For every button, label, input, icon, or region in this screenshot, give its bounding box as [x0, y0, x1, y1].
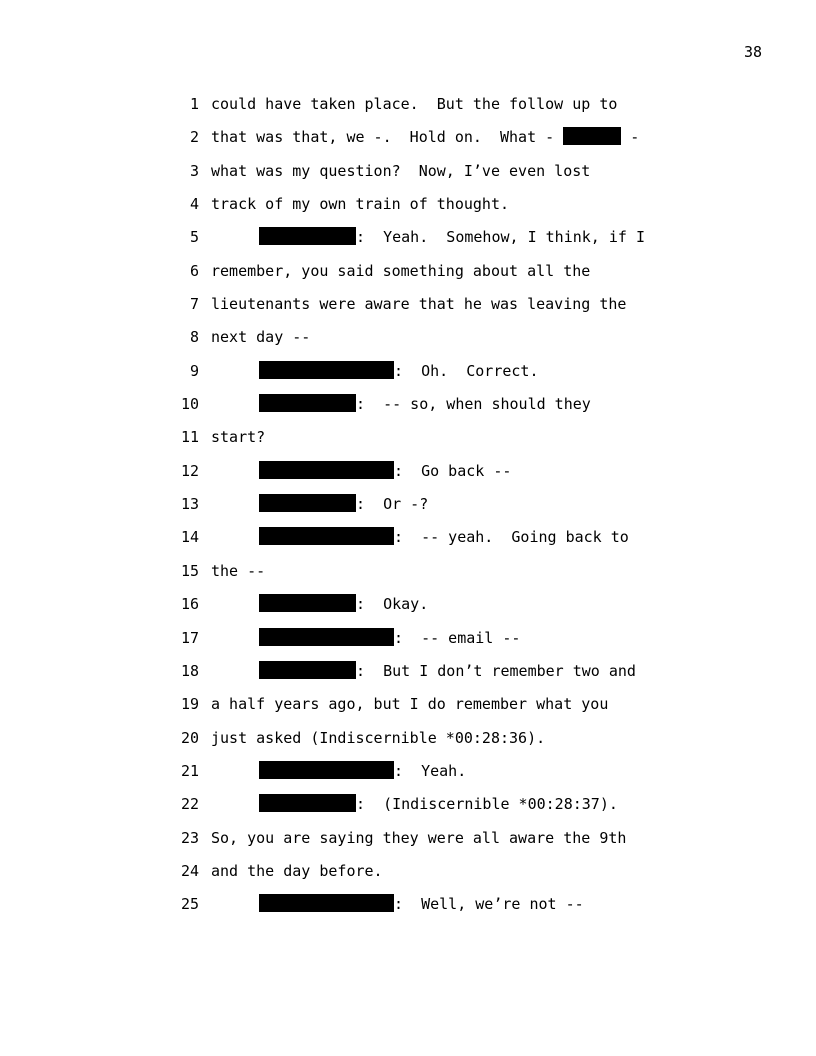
line-text-content: remember, you said something about all the	[211, 261, 591, 280]
line-text	[259, 361, 539, 381]
line-text-content: : -- yeah. Going back to	[394, 528, 629, 547]
line-number: 12	[180, 461, 199, 480]
transcript-line	[0, 561, 816, 594]
line-text	[211, 561, 265, 581]
line-text-content: could have taken place. But the follow up to	[211, 95, 618, 113]
line-text	[259, 394, 591, 414]
line-text	[211, 194, 509, 214]
line-text-content: -	[621, 128, 640, 147]
line-text-content: just asked (Indiscernible *00:28:36).	[211, 728, 546, 747]
line-text	[259, 661, 636, 681]
transcript-line	[0, 327, 816, 360]
transcript-line	[0, 394, 816, 427]
transcript-body	[0, 94, 816, 928]
line-number: 3	[189, 161, 199, 180]
page-number: 38	[743, 43, 762, 61]
line-number: 4	[189, 195, 199, 214]
line-text	[211, 861, 383, 881]
line-number: 19	[180, 695, 199, 714]
line-text-content: : Okay.	[356, 595, 429, 614]
line-text-content: : (Indiscernible *00:28:37).	[356, 795, 618, 814]
redaction-block	[259, 894, 394, 912]
line-number: 22	[180, 795, 199, 814]
line-text-content: So, you are saying they were all aware the 9th	[211, 828, 627, 847]
line-text	[259, 894, 584, 914]
transcript-line	[0, 728, 816, 761]
transcript-line	[0, 261, 816, 294]
redaction-block	[259, 461, 394, 479]
redaction-block	[259, 628, 394, 646]
line-text-content: : Oh. Correct.	[394, 361, 539, 380]
redaction-block	[259, 227, 356, 245]
redaction-block	[259, 761, 394, 779]
transcript-line	[0, 94, 816, 127]
transcript-line	[0, 161, 816, 194]
line-text	[211, 327, 310, 347]
line-number: 20	[180, 728, 199, 747]
line-text-content: : Yeah. Somehow, I think, if I	[356, 228, 645, 247]
transcript-line	[0, 427, 816, 460]
line-text-content: : Or -?	[356, 495, 429, 514]
redaction-block	[259, 594, 356, 612]
transcript-line	[0, 594, 816, 627]
transcript-line	[0, 694, 816, 727]
line-text-content: start?	[211, 428, 266, 447]
line-text	[211, 161, 590, 181]
redaction-block	[563, 127, 621, 145]
line-number: 25	[180, 895, 199, 914]
redaction-block	[259, 527, 394, 545]
line-text-content: : -- so, when should they	[356, 395, 591, 414]
line-text-content: : But I don’t remember two and	[356, 661, 636, 680]
transcript-line	[0, 828, 816, 861]
line-text	[211, 127, 639, 147]
transcript-line	[0, 461, 816, 494]
line-number: 10	[180, 395, 199, 414]
transcript-line	[0, 661, 816, 694]
transcript-line	[0, 861, 816, 894]
line-text	[259, 227, 645, 247]
line-text	[259, 594, 428, 614]
transcript-line	[0, 294, 816, 327]
line-number: 23	[180, 828, 199, 847]
line-text-content: a half years ago, but I do remember what you	[211, 695, 609, 714]
line-text-content: track of my own train of thought.	[211, 195, 510, 214]
redaction-block	[259, 661, 356, 679]
line-text	[211, 94, 617, 114]
line-text-content: next day --	[211, 328, 311, 347]
line-number: 14	[180, 528, 199, 547]
transcript-line	[0, 227, 816, 260]
line-text	[211, 694, 608, 714]
line-number: 17	[180, 628, 199, 647]
transcript-line	[0, 527, 816, 560]
line-text-content: : Go back --	[394, 461, 512, 480]
line-number: 7	[189, 295, 199, 314]
line-text	[259, 494, 428, 514]
line-text-content: the --	[211, 561, 266, 580]
line-text-content: what was my question? Now, I’ve even lost	[211, 161, 591, 180]
line-text-content: lieutenants were aware that he was leaving the	[211, 295, 627, 314]
line-number: 24	[180, 861, 199, 880]
redaction-block	[259, 361, 394, 379]
transcript-line	[0, 361, 816, 394]
line-number: 13	[180, 495, 199, 514]
line-number: 15	[180, 561, 199, 580]
transcript-line	[0, 494, 816, 527]
line-text-content: that was that, we -. Hold on. What -	[211, 128, 564, 147]
transcript-line	[0, 761, 816, 794]
line-number: 9	[189, 361, 199, 380]
line-text	[259, 628, 520, 648]
line-text-content: and the day before.	[211, 861, 383, 880]
redaction-block	[259, 494, 356, 512]
transcript-line	[0, 194, 816, 227]
line-number: 16	[180, 595, 199, 614]
line-number: 5	[189, 228, 199, 247]
redaction-block	[259, 394, 356, 412]
line-number: 18	[180, 661, 199, 680]
line-text	[211, 828, 626, 848]
line-text	[259, 794, 618, 814]
line-text	[211, 294, 626, 314]
line-number: 21	[180, 761, 199, 780]
line-number: 11	[180, 428, 199, 447]
line-text	[259, 461, 511, 481]
line-text	[211, 427, 265, 447]
line-text	[211, 261, 590, 281]
line-number: 2	[189, 128, 199, 147]
line-number: 1	[189, 95, 199, 113]
line-text	[259, 761, 466, 781]
redaction-block	[259, 794, 356, 812]
line-text	[211, 728, 545, 748]
transcript-line	[0, 628, 816, 661]
transcript-line	[0, 127, 816, 160]
line-text	[259, 527, 629, 547]
transcript-line	[0, 894, 816, 927]
line-text-content: : -- email --	[394, 628, 521, 647]
line-text-content: : Yeah.	[394, 761, 467, 780]
transcript-line	[0, 794, 816, 827]
line-number: 8	[189, 328, 199, 347]
line-number: 6	[189, 261, 199, 280]
line-text-content: : Well, we’re not --	[394, 895, 584, 914]
